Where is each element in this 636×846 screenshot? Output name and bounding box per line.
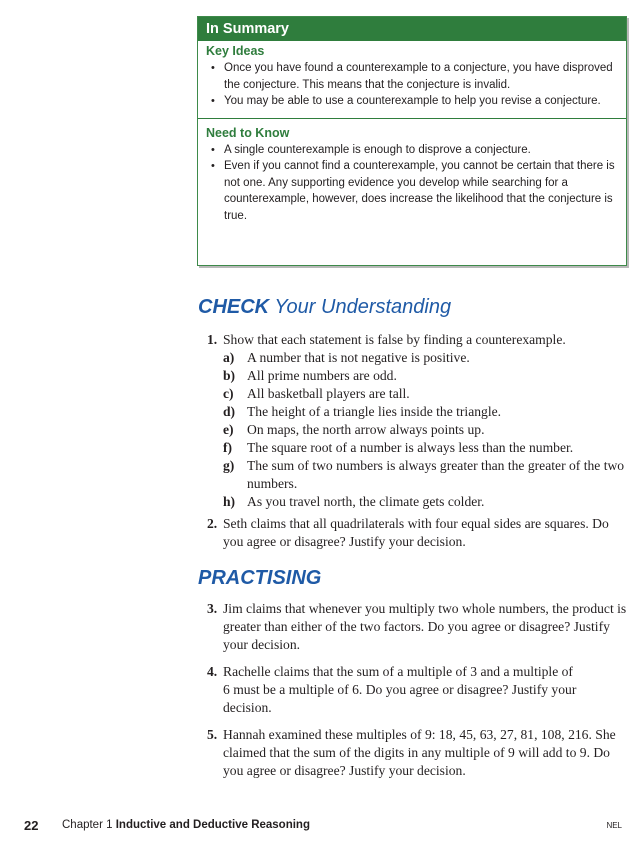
practising-heading: PRACTISING xyxy=(198,567,322,589)
summary-title: In Summary xyxy=(198,17,626,41)
question-part xyxy=(223,421,627,439)
part-text: On maps, the north arrow always points up. xyxy=(247,422,485,437)
question-text: Seth claims that all quadrilaterals with four equal sides are squares. Do you agree or disagree? Justify your decision. xyxy=(223,516,609,549)
part-label: e) xyxy=(223,422,234,437)
part-label: b) xyxy=(223,368,236,383)
question-number: 1. xyxy=(207,332,218,347)
question-part xyxy=(223,385,627,403)
part-text: All basketball players are tall. xyxy=(247,386,410,401)
part-text: The square root of a number is always less than the number. xyxy=(247,440,574,455)
part-label: c) xyxy=(223,386,234,401)
part-text: The height of a triangle lies inside the triangle. xyxy=(247,404,502,419)
chapter-info xyxy=(62,819,310,831)
need-to-know-text: A single counterexample is enough to disprove a conjecture. xyxy=(224,143,531,156)
chapter-label: Chapter 1 xyxy=(62,819,113,831)
part-label: h) xyxy=(223,494,236,509)
question-part xyxy=(223,457,627,493)
question-part xyxy=(223,349,627,367)
key-idea-text: Once you have found a counterexample to a conjecture, you have disproved the conjecture. This means that the conjecture is invalid. xyxy=(224,62,613,91)
part-label: a) xyxy=(223,350,235,365)
question-part xyxy=(223,403,627,421)
part-label: g) xyxy=(223,458,235,473)
bullet-icon: • xyxy=(211,95,215,107)
part-label: d) xyxy=(223,404,236,419)
key-idea-text: You may be able to use a counterexample to help you revise a conjecture. xyxy=(224,95,601,107)
question-text: Hannah examined these multiples of 9: 18, 45, 63, 27, 81, 108, 216. She claimed that the sum of the digits in any multiple of 9 will add to 9. Do you agree or disagree? Justify your decision. xyxy=(223,727,616,778)
bullet-icon: • xyxy=(211,143,215,156)
question-number: 3. xyxy=(207,601,218,616)
question-number: 4. xyxy=(207,664,218,679)
check-heading-strong: CHECK xyxy=(198,296,270,318)
question-text: Jim claims that whenever you multiply two whole numbers, the product is greater than either of the two factors. Do you agree or disagree? Justify your decision. xyxy=(223,601,627,652)
question-1 xyxy=(207,331,627,511)
check-understanding-heading xyxy=(198,296,451,319)
key-ideas-title: Key Ideas xyxy=(206,44,265,58)
part-text: All prime numbers are odd. xyxy=(247,368,397,383)
chapter-title: Inductive and Deductive Reasoning xyxy=(115,819,310,831)
question-part xyxy=(223,439,627,457)
need-to-know-item xyxy=(198,158,626,224)
page-number: 22 xyxy=(24,818,39,833)
check-heading-light: Your Understanding xyxy=(269,296,452,318)
need-to-know-title: Need to Know xyxy=(206,125,290,140)
key-idea-item xyxy=(198,60,626,93)
question-text: Rachelle claims that the sum of a multiple of 3 and a multiple of 6 must be a multiple of 6. Do you agree or disagree? Justify your decision. xyxy=(223,664,577,715)
publisher-mark: NEL xyxy=(606,821,622,830)
question-number: 5. xyxy=(207,727,218,742)
key-ideas-list xyxy=(198,60,626,110)
question-3 xyxy=(207,600,627,654)
part-label: f) xyxy=(223,440,233,455)
need-to-know-item xyxy=(198,142,626,159)
question-parts xyxy=(207,349,627,511)
summary-divider xyxy=(198,118,626,119)
question-number: 2. xyxy=(207,516,218,531)
question-4 xyxy=(207,663,627,717)
part-text: A number that is not negative is positive. xyxy=(247,350,470,365)
part-text: As you travel north, the climate gets colder. xyxy=(247,494,485,509)
question-text: Show that each statement is false by finding a counterexample. xyxy=(223,332,566,347)
in-summary-box xyxy=(197,16,627,266)
need-to-know-text: Even if you cannot find a counterexample, you cannot be certain that there is not one. Any supporting evidence you develop while searching for a counterexample, however, does increase the likelihood that the conjecture is true. xyxy=(224,160,615,222)
key-idea-item xyxy=(198,93,626,110)
question-2 xyxy=(207,515,627,551)
question-part xyxy=(223,367,627,385)
part-text: The sum of two numbers is always greater than the greater of the two numbers. xyxy=(247,458,625,491)
question-5 xyxy=(207,726,627,780)
question-part xyxy=(223,493,627,511)
bullet-icon: • xyxy=(211,160,215,172)
bullet-icon: • xyxy=(211,62,215,74)
page-footer xyxy=(0,818,636,834)
need-to-know-list xyxy=(198,142,626,225)
